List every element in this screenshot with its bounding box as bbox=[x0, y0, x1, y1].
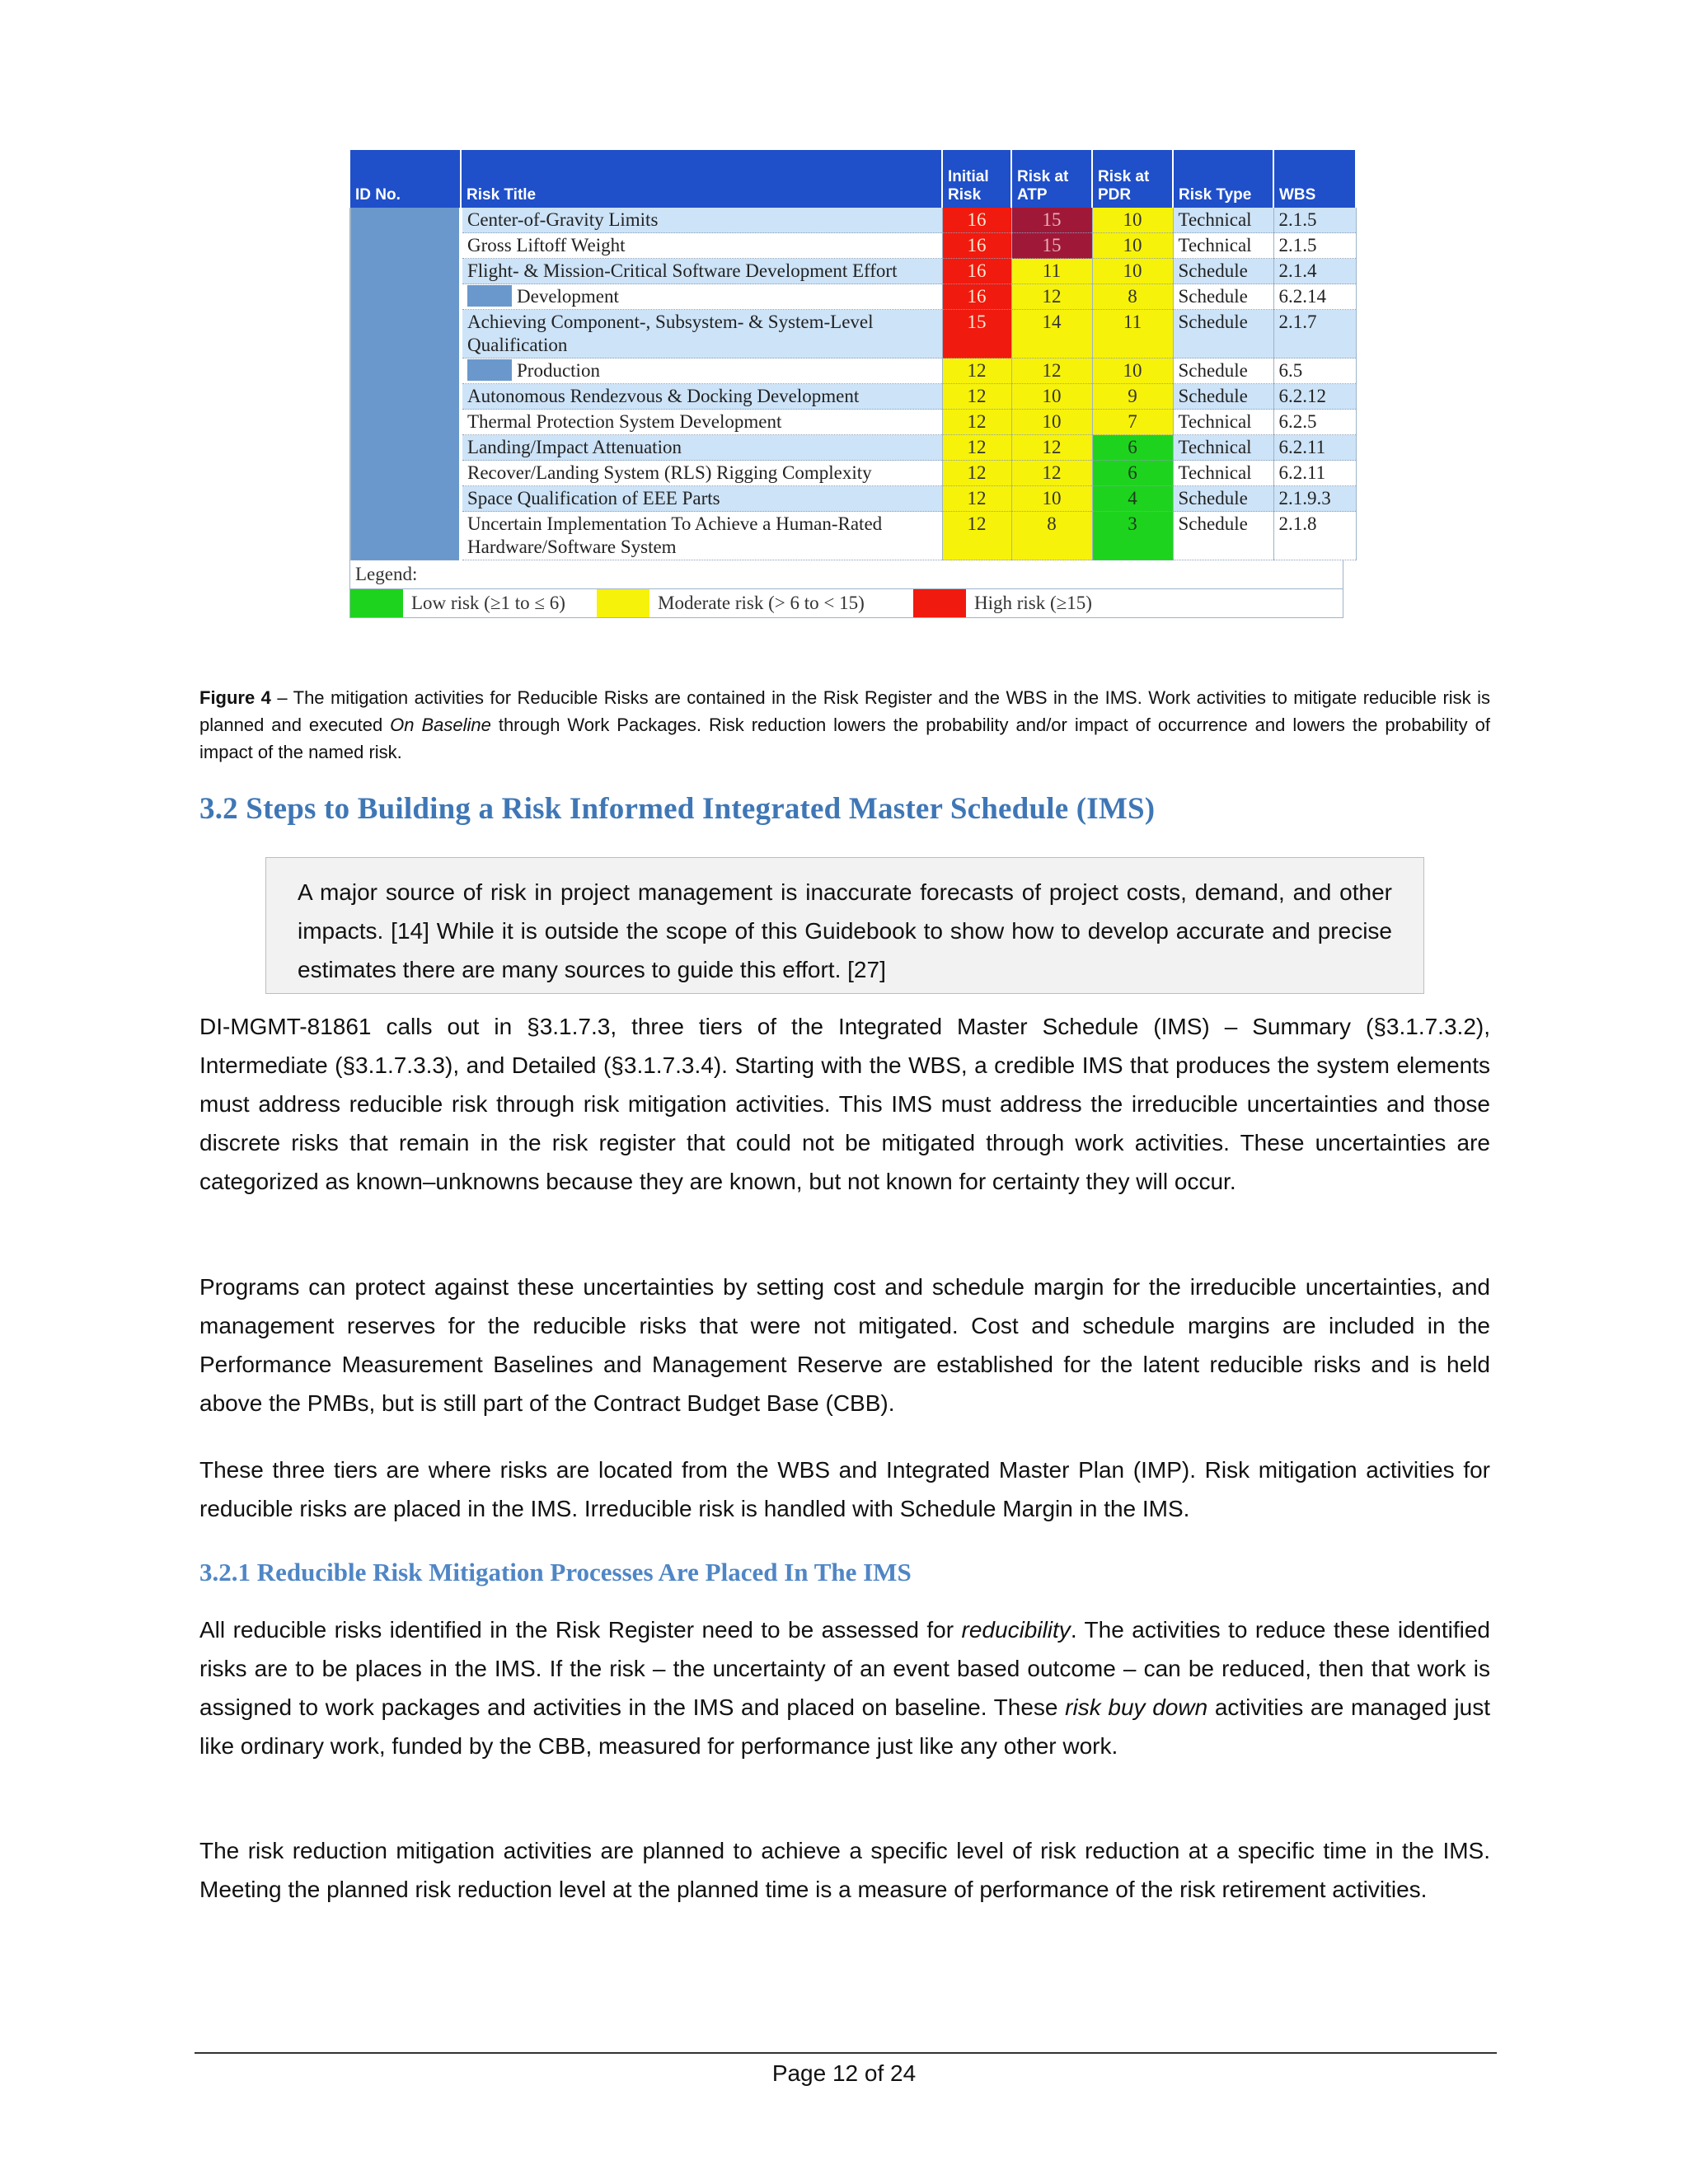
risk-title bbox=[461, 359, 942, 384]
legend-title: Legend: bbox=[350, 560, 1343, 589]
risk-title: Autonomous Rendezvous & Docking Development bbox=[461, 384, 942, 410]
risk-type: Schedule bbox=[1173, 259, 1273, 284]
table-row bbox=[350, 284, 1356, 310]
paragraph-margins: Programs can protect against these uncertainties by setting cost and schedule margin for the irreducible uncertainties, and management reserves for the reducible risks that were not mitigated. Cost and schedule margins are included in the Performance Measurement Baselines and Management Reserve are established for the latent reducible risks and is held above the PMBs, but is still part of the Contract Budget Base (CBB). bbox=[199, 1274, 1490, 1416]
legend-label-low: Low risk (≥1 to ≤ 6) bbox=[411, 593, 565, 613]
wbs: 2.1.8 bbox=[1273, 512, 1356, 560]
legend-label-high: High risk (≥15) bbox=[974, 593, 1092, 613]
risk-type: Technical bbox=[1173, 233, 1273, 259]
header-wbs: WBS bbox=[1273, 150, 1356, 208]
paragraph-tiers: DI-MGMT-81861 calls out in §3.1.7.3, three tiers of the Integrated Master Schedule (IMS) – Summary (§3.1.7.3.2), Intermediate (§3.1.7.3.3), and Detailed (§3.1.7.3.4). Starting with the WBS, a credible IMS that produces the system elements must address reducible risk through risk mitigation activities. This IMS must address the irreducible uncertainties and those discrete risks that remain in the risk register that could not be mitigated through work activities. These uncertainties are categorized as known–unknowns because they are known, but not known for certainty they will occur. bbox=[199, 1014, 1490, 1194]
initial-risk: 16 bbox=[942, 259, 1011, 284]
risk-type: Schedule bbox=[1173, 384, 1273, 410]
risk-title bbox=[461, 284, 942, 310]
risk-type: Schedule bbox=[1173, 486, 1273, 512]
risk-table bbox=[349, 150, 1357, 560]
initial-risk: 12 bbox=[942, 435, 1011, 461]
wbs: 6.5 bbox=[1273, 359, 1356, 384]
sub-id-block bbox=[467, 359, 512, 381]
sub-id-block bbox=[467, 285, 512, 307]
footer-rule bbox=[195, 2052, 1497, 2054]
initial-risk: 16 bbox=[942, 233, 1011, 259]
risk-at-atp: 15 bbox=[1011, 233, 1092, 259]
risk-at-pdr: 9 bbox=[1092, 384, 1173, 410]
paragraph-risk-reduction: The risk reduction mitigation activities are planned to achieve a specific level of risk reduction at a specific time in the IMS. Meeting the planned risk reduction level at the planned time is a measure of performance of the risk retirement activities. bbox=[199, 1838, 1490, 1902]
wbs: 6.2.5 bbox=[1273, 410, 1356, 435]
table-row bbox=[350, 310, 1356, 359]
risk-type: Technical bbox=[1173, 410, 1273, 435]
risk-at-atp: 10 bbox=[1011, 384, 1092, 410]
wbs: 2.1.9.3 bbox=[1273, 486, 1356, 512]
p4-emphasis-reducibility: reducibility bbox=[961, 1617, 1071, 1643]
risk-title: Gross Liftoff Weight bbox=[461, 233, 942, 259]
risk-title-text: Development bbox=[517, 286, 619, 307]
table-row bbox=[350, 435, 1356, 461]
initial-risk: 12 bbox=[942, 384, 1011, 410]
header-initial-line1: Initial bbox=[948, 168, 989, 185]
risk-title: Uncertain Implementation To Achieve a Human-Rated Hardware/Software System bbox=[461, 512, 942, 560]
caption-text-1: – The mitigation activities for Reducible Risks are contained in the Risk Register and the WBS in the IMS. Work activities to mitigate reducible risk is planned and executed bbox=[199, 687, 1490, 735]
header-risk-title: Risk Title bbox=[461, 150, 942, 208]
header-atp-line2: ATP bbox=[1017, 186, 1048, 204]
risk-at-pdr: 7 bbox=[1092, 410, 1173, 435]
risk-title: Flight- & Mission-Critical Software Development Effort bbox=[461, 259, 942, 284]
table-row bbox=[350, 461, 1356, 486]
risk-at-atp: 12 bbox=[1011, 359, 1092, 384]
risk-at-atp: 12 bbox=[1011, 284, 1092, 310]
p4-emphasis-buy-down: risk buy down bbox=[1065, 1694, 1208, 1720]
wbs: 2.1.5 bbox=[1273, 233, 1356, 259]
risk-at-pdr: 10 bbox=[1092, 208, 1173, 233]
wbs: 6.2.11 bbox=[1273, 461, 1356, 486]
figure-label: Figure 4 bbox=[199, 687, 271, 708]
risk-at-pdr: 10 bbox=[1092, 259, 1173, 284]
legend-label-moderate: Moderate risk (> 6 to < 15) bbox=[658, 593, 865, 613]
risk-at-atp: 10 bbox=[1011, 486, 1092, 512]
table-row bbox=[350, 512, 1356, 560]
header-initial-risk bbox=[942, 150, 1011, 208]
p4-text-a: All reducible risks identified in the Risk Register need to be assessed for bbox=[199, 1617, 962, 1643]
risk-register-figure bbox=[349, 150, 1343, 618]
initial-risk: 12 bbox=[942, 359, 1011, 384]
risk-title: Landing/Impact Attenuation bbox=[461, 435, 942, 461]
risk-at-pdr: 6 bbox=[1092, 461, 1173, 486]
initial-risk: 12 bbox=[942, 410, 1011, 435]
risk-title: Space Qualification of EEE Parts bbox=[461, 486, 942, 512]
risk-at-pdr: 6 bbox=[1092, 435, 1173, 461]
risk-title: Thermal Protection System Development bbox=[461, 410, 942, 435]
risk-at-pdr: 8 bbox=[1092, 284, 1173, 310]
header-atp-line1: Risk at bbox=[1017, 168, 1069, 185]
risk-at-pdr: 10 bbox=[1092, 359, 1173, 384]
paragraph-three-tiers: These three tiers are where risks are located from the WBS and Integrated Master Plan (IMP). Risk mitigation activities for reducible risks are placed in the IMS. Irreducible risk is handled with Schedule Margin in the IMS. bbox=[199, 1457, 1490, 1521]
risk-title-text: Production bbox=[517, 360, 600, 381]
risk-at-atp: 14 bbox=[1011, 310, 1092, 359]
risk-at-atp: 8 bbox=[1011, 512, 1092, 560]
header-pdr-line2: PDR bbox=[1098, 186, 1132, 204]
header-pdr-line1: Risk at bbox=[1098, 168, 1150, 185]
wbs: 2.1.7 bbox=[1273, 310, 1356, 359]
figure-caption bbox=[199, 684, 1490, 766]
wbs: 2.1.5 bbox=[1273, 208, 1356, 233]
initial-risk: 16 bbox=[942, 208, 1011, 233]
table-row bbox=[350, 359, 1356, 384]
risk-at-atp: 12 bbox=[1011, 435, 1092, 461]
initial-risk: 16 bbox=[942, 284, 1011, 310]
legend-swatch-moderate bbox=[597, 589, 649, 617]
risk-at-pdr: 4 bbox=[1092, 486, 1173, 512]
risk-at-atp: 12 bbox=[1011, 461, 1092, 486]
initial-risk: 15 bbox=[942, 310, 1011, 359]
p4-text-c: activities are managed just like ordinary work, funded by the CBB, measured for performance just like any other work. bbox=[199, 1694, 1491, 1759]
callout-box: A major source of risk in project management is inaccurate forecasts of project costs, demand, and other impacts. [14] While it is outside the scope of this Guidebook to show how to develop accurate and precise estimates there are many sources to guide this effort. [27] bbox=[265, 857, 1424, 994]
wbs: 6.2.14 bbox=[1273, 284, 1356, 310]
risk-at-pdr: 3 bbox=[1092, 512, 1173, 560]
header-id: ID No. bbox=[350, 150, 461, 208]
table-row bbox=[350, 384, 1356, 410]
legend-row bbox=[350, 589, 1343, 617]
risk-title: Recover/Landing System (RLS) Rigging Complexity bbox=[461, 461, 942, 486]
caption-text-2: through Work Packages. Risk reduction lowers the probability and/or impact of occurrence and lowers the probability of impact of the named risk. bbox=[199, 715, 1490, 762]
header-initial-line2: Risk bbox=[948, 186, 982, 204]
risk-type: Technical bbox=[1173, 435, 1273, 461]
table-row bbox=[350, 259, 1356, 284]
wbs: 2.1.4 bbox=[1273, 259, 1356, 284]
id-column-block bbox=[350, 208, 461, 560]
paragraph-reducible bbox=[199, 1610, 1490, 1765]
risk-at-pdr: 10 bbox=[1092, 233, 1173, 259]
risk-title: Achieving Component-, Subsystem- & System-Level Qualification bbox=[461, 310, 942, 359]
risk-type: Schedule bbox=[1173, 310, 1273, 359]
section-heading: 3.2 Steps to Building a Risk Informed Integrated Master Schedule (IMS) bbox=[199, 792, 1156, 826]
initial-risk: 12 bbox=[942, 512, 1011, 560]
wbs: 6.2.11 bbox=[1273, 435, 1356, 461]
risk-at-pdr: 11 bbox=[1092, 310, 1173, 359]
header-risk-at-atp bbox=[1011, 150, 1092, 208]
table-header-row bbox=[350, 150, 1356, 208]
wbs: 6.2.12 bbox=[1273, 384, 1356, 410]
page-number: Page 12 of 24 bbox=[771, 2060, 917, 2086]
caption-emphasis: On Baseline bbox=[390, 715, 491, 735]
risk-at-atp: 10 bbox=[1011, 410, 1092, 435]
header-risk-type: Risk Type bbox=[1173, 150, 1273, 208]
subsection-heading: 3.2.1 Reducible Risk Mitigation Processes Are Placed In The IMS bbox=[199, 1558, 912, 1586]
legend-swatch-high bbox=[913, 589, 966, 617]
initial-risk: 12 bbox=[942, 486, 1011, 512]
risk-type: Technical bbox=[1173, 461, 1273, 486]
risk-legend bbox=[349, 560, 1343, 618]
risk-at-atp: 15 bbox=[1011, 208, 1092, 233]
risk-type: Schedule bbox=[1173, 284, 1273, 310]
table-row bbox=[350, 208, 1356, 233]
risk-title: Center-of-Gravity Limits bbox=[461, 208, 942, 233]
table-row bbox=[350, 233, 1356, 259]
risk-type: Schedule bbox=[1173, 512, 1273, 560]
p4-text-b: . The activities to reduce these identified risks are to be places in the IMS. If the risk – the uncertainty of an event based outcome – can be reduced, then that work is assigned to work packages and activities in the IMS and placed on baseline. These bbox=[199, 1617, 1491, 1720]
table-row bbox=[350, 486, 1356, 512]
header-risk-at-pdr bbox=[1092, 150, 1173, 208]
table-row bbox=[350, 410, 1356, 435]
risk-type: Schedule bbox=[1173, 359, 1273, 384]
risk-type: Technical bbox=[1173, 208, 1273, 233]
legend-swatch-low bbox=[350, 589, 403, 617]
risk-at-atp: 11 bbox=[1011, 259, 1092, 284]
initial-risk: 12 bbox=[942, 461, 1011, 486]
